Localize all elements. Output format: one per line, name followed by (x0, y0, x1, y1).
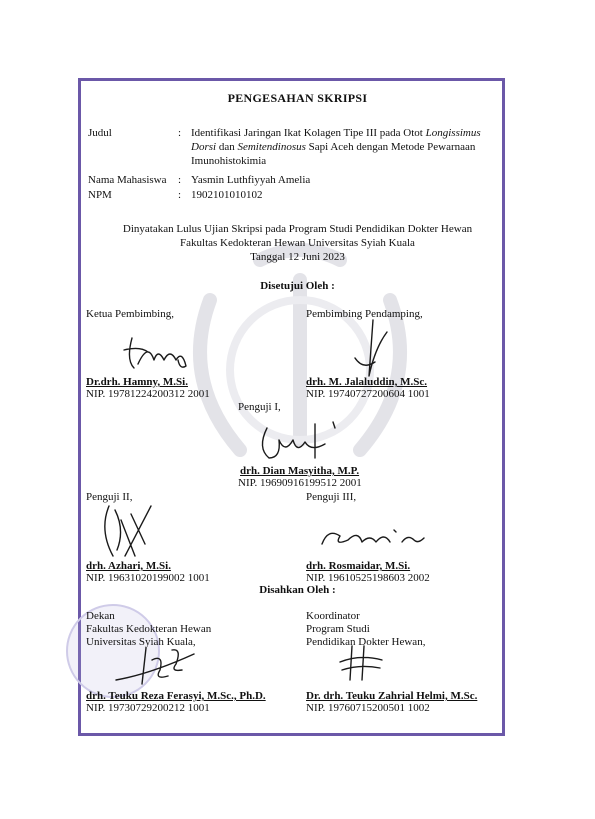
ketua-signature (120, 330, 195, 372)
nama-colon: : (178, 174, 182, 186)
koord-nip: NIP. 19760715200501 1002 (306, 702, 430, 714)
judul-value-line3: Imunohistokimia (191, 155, 267, 167)
penguji1-nip: NIP. 19690916199512 2001 (238, 477, 362, 489)
pendamping-signature (345, 318, 405, 380)
nama-value: Yasmin Luthfiyyah Amelia (191, 174, 311, 186)
npm-label: NPM (88, 189, 112, 201)
dekan-role-3: Universitas Syiah Kuala, (86, 636, 196, 648)
declaration-line2: Fakultas Kedokteran Hewan Universitas Syiah Kuala (180, 237, 415, 249)
koord-signature (330, 640, 390, 686)
judul-value-line2: Dorsi dan Semitendinosus Sapi Aceh dengan Metode Pewarnaan (191, 141, 476, 153)
judul-value-line1: Identifikasi Jaringan Ikat Kolagen Tipe III pada Otot Longissimus (191, 127, 481, 139)
ketua-nip: NIP. 19781224200312 2001 (86, 388, 210, 400)
penguji2-signature (95, 500, 165, 560)
npm-value: 1902101010102 (191, 189, 263, 201)
penguji2-nip: NIP. 19631020199002 1001 (86, 572, 210, 584)
penguji3-name: drh. Rosmaidar, M.Si. (306, 560, 411, 572)
koord-name: Dr. drh. Teuku Zahrial Helmi, M.Sc. (306, 690, 478, 702)
dekan-signature (110, 640, 200, 688)
pendamping-name: drh. M. Jalaluddin, M.Sc. (306, 376, 428, 388)
penguji3-nip: NIP. 19610525198603 2002 (306, 572, 430, 584)
dekan-name: drh. Teuku Reza Ferasyi, M.Sc., Ph.D. (86, 690, 266, 702)
judul-label: Judul (88, 127, 112, 139)
koord-role-3: Pendidikan Dokter Hewan, (306, 636, 426, 648)
dekan-role-2: Fakultas Kedokteran Hewan (86, 623, 212, 635)
penguji2-name: drh. Azhari, M.Si. (86, 560, 171, 572)
dekan-nip: NIP. 19730729200212 1001 (86, 702, 210, 714)
ketua-role: Ketua Pembimbing, (86, 308, 174, 320)
npm-colon: : (178, 189, 182, 201)
approved-heading: Disetujui Oleh : (260, 280, 335, 292)
penguji2-role: Penguji II, (86, 491, 133, 503)
penguji1-role: Penguji I, (238, 401, 281, 413)
penguji3-signature (318, 520, 428, 554)
koord-role-1: Koordinator (306, 610, 360, 622)
koord-role-2: Program Studi (306, 623, 370, 635)
page-title: PENGESAHAN SKRIPSI (227, 91, 368, 105)
pendamping-role: Pembimbing Pendamping, (306, 308, 423, 320)
dekan-role-1: Dekan (86, 610, 115, 622)
ketua-name: Dr.drh. Hamny, M.Si. (86, 376, 188, 388)
ratified-heading: Disahkan Oleh : (259, 584, 336, 596)
nama-label: Nama Mahasiswa (88, 174, 167, 186)
declaration-date: Tanggal 12 Juni 2023 (250, 251, 345, 263)
penguji1-name: drh. Dian Masyitha, M.P. (240, 465, 360, 477)
pendamping-nip: NIP. 19740727200604 1001 (306, 388, 430, 400)
penguji1-signature (255, 418, 345, 464)
judul-colon: : (178, 127, 182, 139)
penguji3-role: Penguji III, (306, 491, 357, 503)
declaration-line1: Dinyatakan Lulus Ujian Skripsi pada Program Studi Pendidikan Dokter Hewan (122, 223, 473, 235)
